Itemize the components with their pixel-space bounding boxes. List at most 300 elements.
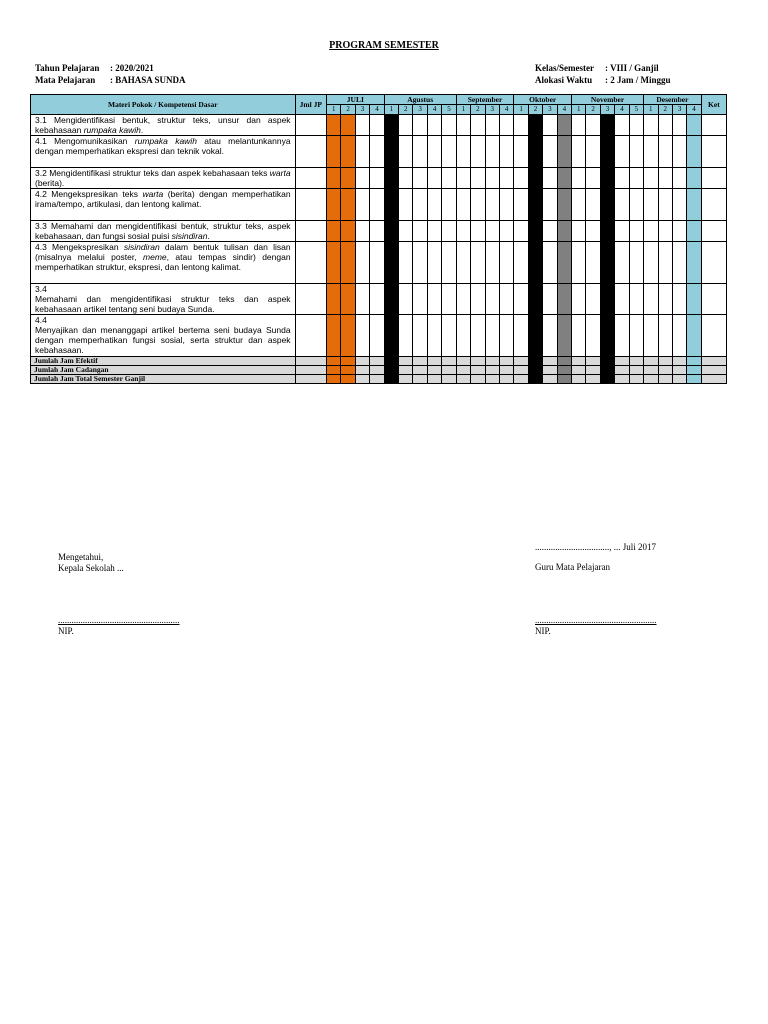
week-cell — [355, 189, 369, 221]
week-cell — [370, 366, 384, 375]
week-cell — [327, 189, 341, 221]
week-cell — [672, 375, 686, 384]
materi-text: warta — [269, 168, 291, 178]
table-row — [31, 189, 727, 221]
week-cell — [499, 168, 513, 189]
week-cell — [384, 357, 398, 366]
week-cell — [644, 284, 658, 315]
teacher-label: Guru Mata Pelajaran — [535, 562, 610, 572]
ket-cell — [701, 221, 726, 242]
week-cell — [528, 366, 542, 375]
table-row — [31, 284, 727, 315]
week-cell — [658, 357, 672, 366]
week-cell — [658, 375, 672, 384]
materi-text: 3.4 — [35, 284, 47, 294]
jml-jp-cell — [295, 221, 326, 242]
week-cell — [586, 221, 600, 242]
week-cell — [399, 168, 413, 189]
week-cell — [687, 221, 701, 242]
meta-right — [535, 62, 671, 86]
week-cell — [327, 168, 341, 189]
ket-cell — [701, 357, 726, 366]
week-cell — [600, 242, 614, 284]
week-cell — [629, 315, 643, 357]
week-cell — [687, 136, 701, 168]
week-cell — [572, 136, 586, 168]
week-cell — [471, 315, 485, 357]
week-cell — [485, 357, 499, 366]
week-cell — [644, 242, 658, 284]
week-cell — [528, 189, 542, 221]
week-cell — [672, 284, 686, 315]
week-cell — [528, 375, 542, 384]
week-cell — [499, 375, 513, 384]
materi-text: warta — [142, 189, 164, 199]
week-header: 3 — [672, 105, 686, 115]
week-cell — [485, 242, 499, 284]
meta-label: Alokasi Waktu — [535, 75, 593, 85]
week-cell — [586, 284, 600, 315]
week-cell — [442, 168, 456, 189]
week-cell — [557, 315, 571, 357]
week-cell — [644, 357, 658, 366]
week-cell — [514, 375, 528, 384]
week-cell — [384, 115, 398, 136]
week-cell — [384, 315, 398, 357]
week-cell — [499, 242, 513, 284]
week-cell — [413, 284, 427, 315]
table-row — [31, 221, 727, 242]
jml-jp-cell — [295, 357, 326, 366]
week-cell — [672, 189, 686, 221]
week-cell — [370, 375, 384, 384]
week-cell — [629, 366, 643, 375]
week-cell — [586, 366, 600, 375]
week-cell — [341, 366, 355, 375]
week-cell — [442, 284, 456, 315]
week-cell — [543, 136, 557, 168]
nip-right: NIP. — [535, 626, 551, 636]
week-cell — [687, 168, 701, 189]
week-cell — [615, 242, 629, 284]
week-cell — [615, 115, 629, 136]
week-cell — [557, 357, 571, 366]
week-cell — [327, 315, 341, 357]
week-cell — [427, 221, 441, 242]
materi-cell — [31, 315, 296, 357]
week-cell — [528, 242, 542, 284]
week-cell — [644, 168, 658, 189]
materi-cell — [31, 284, 296, 315]
summary-label: Jumlah Jam Efektif — [31, 357, 296, 366]
week-cell — [355, 136, 369, 168]
week-cell — [384, 136, 398, 168]
week-cell — [341, 357, 355, 366]
principal-label: Kepala Sekolah ... — [58, 563, 124, 573]
week-cell — [399, 357, 413, 366]
week-cell — [658, 221, 672, 242]
week-cell — [427, 168, 441, 189]
week-cell — [658, 284, 672, 315]
week-cell — [672, 366, 686, 375]
summary-row — [31, 366, 727, 375]
week-cell — [615, 366, 629, 375]
table-row — [31, 315, 727, 357]
ket-cell — [701, 366, 726, 375]
week-cell — [615, 189, 629, 221]
week-cell — [399, 375, 413, 384]
week-cell — [557, 221, 571, 242]
week-cell — [600, 366, 614, 375]
week-cell — [427, 357, 441, 366]
week-cell — [557, 136, 571, 168]
week-cell — [514, 357, 528, 366]
week-cell — [413, 136, 427, 168]
materi-text: . — [140, 125, 144, 135]
week-cell — [413, 357, 427, 366]
week-cell — [629, 189, 643, 221]
week-cell — [355, 375, 369, 384]
week-cell — [485, 221, 499, 242]
week-cell — [572, 221, 586, 242]
week-cell — [514, 189, 528, 221]
summary-row — [31, 357, 727, 366]
week-cell — [442, 357, 456, 366]
week-cell — [399, 366, 413, 375]
week-cell — [370, 168, 384, 189]
materi-text: sisindiran — [171, 231, 208, 241]
week-cell — [384, 242, 398, 284]
week-cell — [413, 168, 427, 189]
week-cell — [341, 115, 355, 136]
week-cell — [370, 357, 384, 366]
materi-cell — [31, 115, 296, 136]
week-cell — [658, 115, 672, 136]
week-cell — [485, 375, 499, 384]
week-cell — [687, 115, 701, 136]
table-row — [31, 242, 727, 284]
week-cell — [600, 284, 614, 315]
week-cell — [471, 366, 485, 375]
week-cell — [471, 242, 485, 284]
month-header: Oktober — [514, 95, 572, 105]
week-cell — [514, 168, 528, 189]
week-cell — [485, 284, 499, 315]
week-cell — [485, 115, 499, 136]
week-cell — [658, 189, 672, 221]
week-cell — [485, 315, 499, 357]
week-cell — [499, 136, 513, 168]
week-cell — [658, 315, 672, 357]
week-cell — [471, 168, 485, 189]
week-cell — [442, 242, 456, 284]
week-cell — [355, 221, 369, 242]
week-cell — [499, 357, 513, 366]
week-cell — [644, 136, 658, 168]
week-cell — [427, 242, 441, 284]
jml-jp-cell — [295, 375, 326, 384]
week-cell — [644, 189, 658, 221]
week-cell — [355, 284, 369, 315]
week-cell — [629, 115, 643, 136]
week-cell — [456, 221, 470, 242]
week-cell — [528, 284, 542, 315]
week-header: 1 — [327, 105, 341, 115]
materi-cell — [31, 168, 296, 189]
week-cell — [543, 375, 557, 384]
jml-jp-cell — [295, 168, 326, 189]
week-cell — [629, 375, 643, 384]
jml-jp-cell — [295, 284, 326, 315]
meta-label: Tahun Pelajaran — [35, 63, 100, 73]
week-cell — [384, 375, 398, 384]
jml-jp-cell — [295, 189, 326, 221]
week-cell — [586, 315, 600, 357]
week-cell — [572, 242, 586, 284]
meta-value: : 2020/2021 — [110, 63, 154, 73]
week-cell — [600, 315, 614, 357]
week-cell — [399, 136, 413, 168]
week-cell — [543, 189, 557, 221]
week-cell — [629, 221, 643, 242]
week-cell — [557, 375, 571, 384]
week-cell — [413, 366, 427, 375]
week-cell — [543, 357, 557, 366]
week-cell — [629, 168, 643, 189]
table-row — [31, 168, 727, 189]
week-cell — [528, 315, 542, 357]
week-cell — [456, 115, 470, 136]
week-cell — [413, 115, 427, 136]
week-cell — [327, 115, 341, 136]
ket-cell — [701, 375, 726, 384]
week-cell — [327, 242, 341, 284]
week-cell — [370, 315, 384, 357]
materi-text: meme — [143, 252, 167, 262]
week-cell — [442, 189, 456, 221]
materi-text: rumpaka kawih — [134, 136, 197, 146]
week-cell — [442, 221, 456, 242]
week-header: 5 — [629, 105, 643, 115]
week-cell — [586, 115, 600, 136]
week-cell — [514, 315, 528, 357]
week-cell — [327, 375, 341, 384]
week-cell — [471, 189, 485, 221]
week-cell — [629, 242, 643, 284]
week-cell — [341, 315, 355, 357]
week-header: 1 — [572, 105, 586, 115]
week-cell — [370, 221, 384, 242]
week-header: 1 — [644, 105, 658, 115]
week-cell — [572, 315, 586, 357]
week-cell — [456, 189, 470, 221]
week-cell — [557, 115, 571, 136]
materi-text: Memahami dan mengidentifikasi struktur teks dan aspek kebahasaan artikel tentang seni budaya Sunda. — [35, 294, 291, 314]
week-cell — [586, 189, 600, 221]
week-header: 3 — [600, 105, 614, 115]
week-cell — [427, 375, 441, 384]
week-cell — [514, 115, 528, 136]
week-cell — [341, 136, 355, 168]
week-cell — [600, 189, 614, 221]
week-cell — [615, 168, 629, 189]
week-cell — [543, 366, 557, 375]
week-cell — [384, 168, 398, 189]
week-cell — [672, 115, 686, 136]
week-cell — [413, 375, 427, 384]
week-cell — [586, 357, 600, 366]
jml-jp-cell — [295, 115, 326, 136]
week-cell — [485, 136, 499, 168]
week-cell — [341, 284, 355, 315]
meta-value: : BAHASA SUNDA — [110, 75, 186, 85]
week-cell — [672, 136, 686, 168]
week-cell — [413, 315, 427, 357]
jml-jp-cell — [295, 315, 326, 357]
week-cell — [514, 366, 528, 375]
materi-text: rumpaka kawih — [83, 125, 141, 135]
week-header: 4 — [557, 105, 571, 115]
mengetahui-label: Mengetahui, — [58, 552, 104, 562]
summary-label: Jumlah Jam Total Semester Ganjil — [31, 375, 296, 384]
materi-text: 4.1 Mengomunikasikan — [35, 136, 135, 146]
week-header: 3 — [355, 105, 369, 115]
signature-line-right: ...................................................... — [535, 615, 657, 625]
week-cell — [687, 189, 701, 221]
week-cell — [384, 189, 398, 221]
materi-cell — [31, 221, 296, 242]
week-cell — [327, 136, 341, 168]
week-cell — [456, 136, 470, 168]
week-cell — [499, 189, 513, 221]
week-header: 1 — [514, 105, 528, 115]
week-cell — [672, 315, 686, 357]
week-cell — [572, 284, 586, 315]
week-cell — [687, 366, 701, 375]
week-cell — [456, 357, 470, 366]
document-title: PROGRAM SEMESTER — [329, 40, 439, 51]
ket-cell — [701, 315, 726, 357]
week-cell — [442, 136, 456, 168]
table-row — [31, 136, 727, 168]
week-cell — [384, 284, 398, 315]
week-cell — [485, 168, 499, 189]
week-cell — [644, 115, 658, 136]
week-cell — [600, 115, 614, 136]
week-cell — [600, 375, 614, 384]
week-cell — [687, 284, 701, 315]
week-cell — [341, 242, 355, 284]
week-header: 4 — [499, 105, 513, 115]
week-cell — [370, 189, 384, 221]
week-cell — [355, 168, 369, 189]
week-cell — [557, 366, 571, 375]
week-cell — [456, 242, 470, 284]
ket-cell — [701, 284, 726, 315]
week-cell — [543, 168, 557, 189]
jml-jp-cell — [295, 242, 326, 284]
week-header: 1 — [456, 105, 470, 115]
week-header: 4 — [615, 105, 629, 115]
summary-label: Jumlah Jam Cadangan — [31, 366, 296, 375]
month-header: JULI — [327, 95, 385, 105]
materi-text: Menyajikan dan menanggapi artikel bertema seni budaya Sunda dengan memperhatikan fungsi sosial, serta struktur dan aspek kebahasaan. — [35, 325, 291, 355]
week-cell — [600, 221, 614, 242]
week-cell — [528, 136, 542, 168]
week-cell — [456, 375, 470, 384]
materi-text: 3.3 Memahami dan mengidentifikasi bentuk, struktur teks, aspek kebahasaan, dan fungsi sosial puisi — [35, 221, 291, 241]
week-cell — [442, 375, 456, 384]
week-header: 2 — [586, 105, 600, 115]
week-cell — [471, 136, 485, 168]
week-cell — [384, 221, 398, 242]
week-cell — [341, 375, 355, 384]
week-cell — [528, 221, 542, 242]
meta-label: Mata Pelajaran — [35, 75, 96, 85]
materi-text: (berita) dengan memperhatikan irama/tempo, artikulasi, dan lentong kalimat. — [35, 189, 291, 209]
week-cell — [528, 168, 542, 189]
week-header: 4 — [427, 105, 441, 115]
week-cell — [427, 284, 441, 315]
week-cell — [471, 221, 485, 242]
materi-text: (berita). — [35, 178, 65, 188]
week-cell — [528, 357, 542, 366]
week-header: 4 — [370, 105, 384, 115]
week-cell — [370, 115, 384, 136]
week-cell — [672, 242, 686, 284]
week-cell — [456, 366, 470, 375]
week-cell — [572, 168, 586, 189]
week-cell — [355, 242, 369, 284]
week-cell — [687, 315, 701, 357]
week-cell — [600, 136, 614, 168]
week-cell — [644, 366, 658, 375]
week-cell — [658, 242, 672, 284]
week-cell — [427, 136, 441, 168]
week-cell — [687, 242, 701, 284]
week-header: 2 — [341, 105, 355, 115]
ket-cell — [701, 168, 726, 189]
week-cell — [557, 168, 571, 189]
week-cell — [327, 221, 341, 242]
week-cell — [586, 375, 600, 384]
week-cell — [658, 366, 672, 375]
week-cell — [442, 366, 456, 375]
week-cell — [658, 168, 672, 189]
week-cell — [442, 115, 456, 136]
week-cell — [456, 168, 470, 189]
jml-jp-cell — [295, 136, 326, 168]
week-cell — [327, 357, 341, 366]
materi-header: Materi Pokok / Kompetensi Dasar — [31, 95, 296, 115]
week-cell — [499, 221, 513, 242]
week-header: 3 — [413, 105, 427, 115]
week-cell — [413, 242, 427, 284]
week-cell — [471, 375, 485, 384]
materi-text: 3.2 Mengidentifikasi struktur teks dan aspek kebahasaan teks — [35, 168, 270, 178]
week-cell — [514, 242, 528, 284]
week-cell — [572, 115, 586, 136]
week-cell — [600, 357, 614, 366]
materi-text: 4.4 — [35, 315, 47, 325]
week-cell — [442, 315, 456, 357]
materi-cell — [31, 136, 296, 168]
jml-jp-header: Jml JP — [295, 95, 326, 115]
week-cell — [687, 375, 701, 384]
week-cell — [514, 284, 528, 315]
month-header: September — [456, 95, 514, 105]
meta-value: : VIII / Ganjil — [605, 63, 659, 73]
